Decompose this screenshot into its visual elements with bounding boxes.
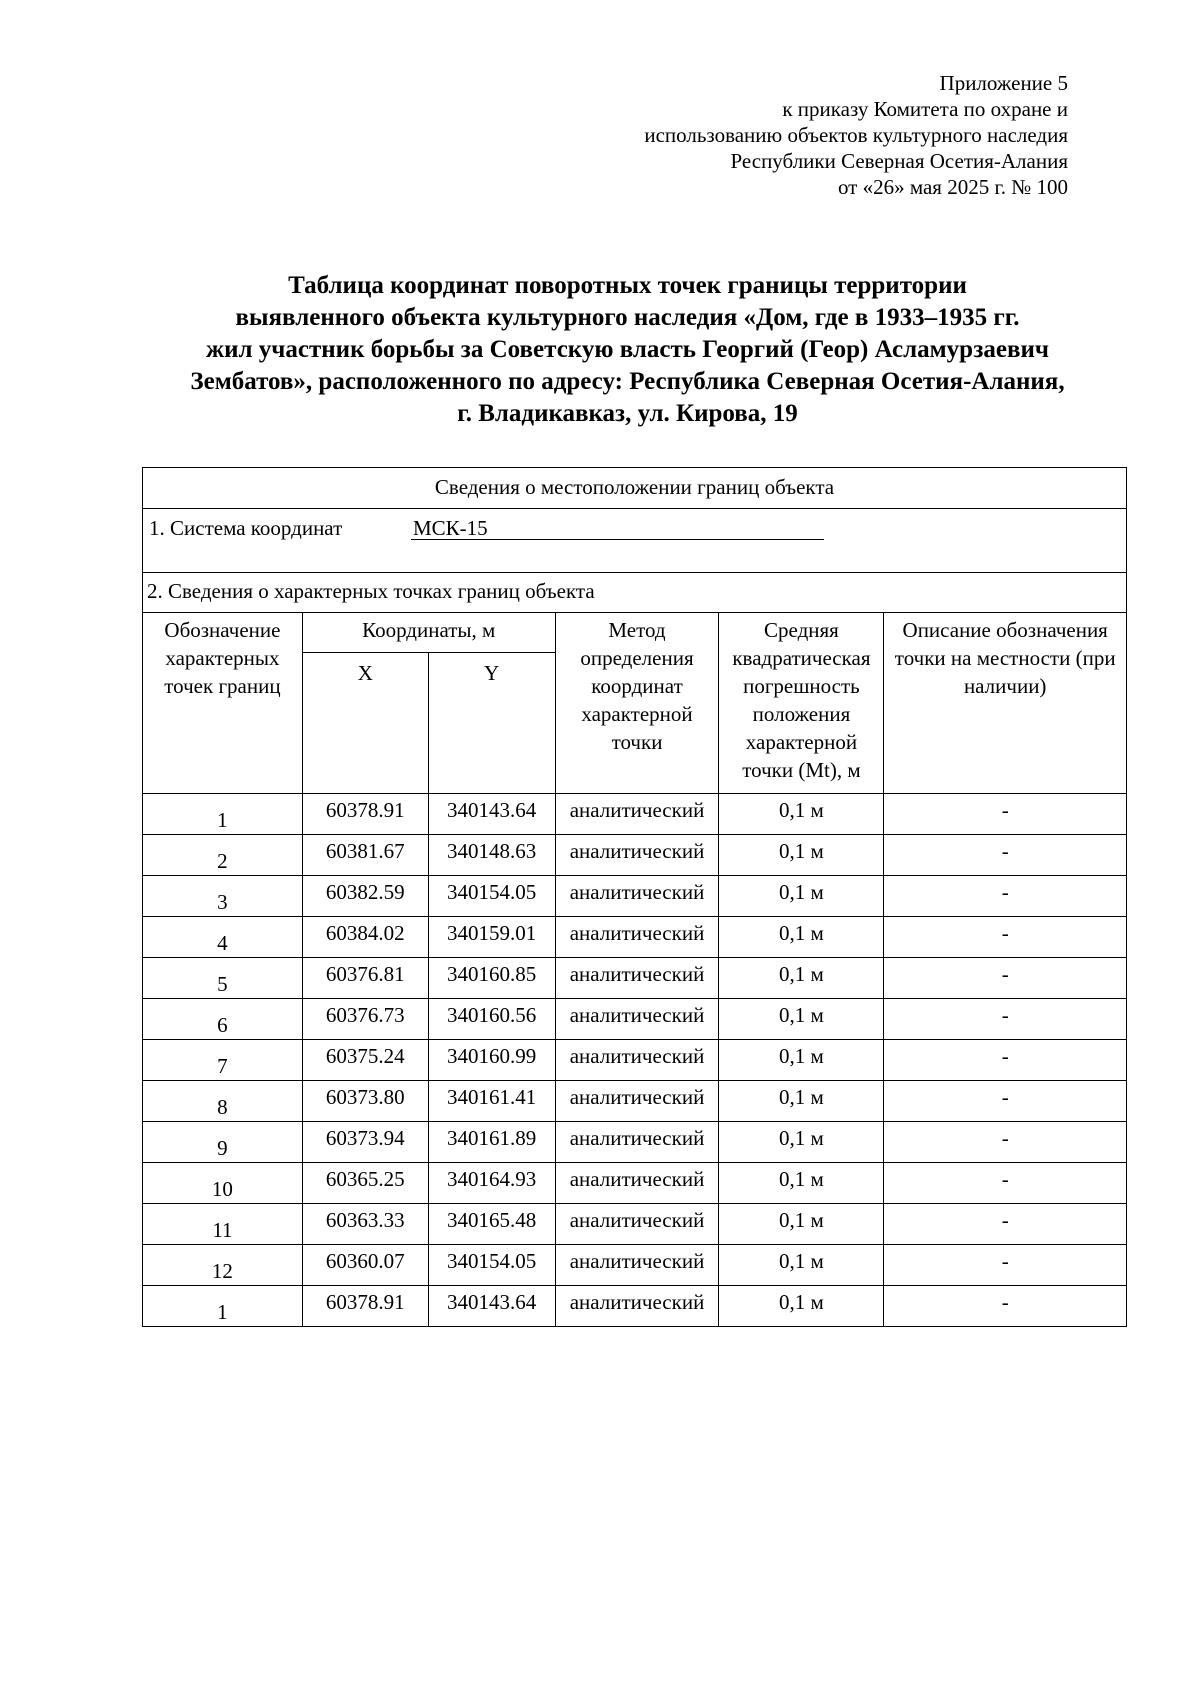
coord-system-cell [143, 509, 1127, 573]
x-coordinate: 60378.91 [302, 1286, 428, 1327]
table-row [143, 794, 1127, 835]
table-row [143, 999, 1127, 1040]
col-method: Метод определения координат характерной точки [555, 613, 719, 794]
point-number: 1 [143, 794, 303, 835]
x-coordinate: 60384.02 [302, 917, 428, 958]
col-x: X [302, 653, 428, 794]
appendix-line: Приложение 5 [939, 71, 1068, 95]
method: аналитический [555, 1204, 719, 1245]
error: 0,1 м [719, 1040, 884, 1081]
col-error: Средняя квадратическая погрешность положения характерной точки (Mt), м [719, 613, 884, 794]
col-coords: Координаты, м [302, 613, 555, 653]
method: аналитический [555, 999, 719, 1040]
method: аналитический [555, 1040, 719, 1081]
x-coordinate: 60378.91 [302, 794, 428, 835]
y-coordinate: 340165.48 [428, 1204, 555, 1245]
table-row [143, 1040, 1127, 1081]
description: - [884, 917, 1127, 958]
error: 0,1 м [719, 876, 884, 917]
appendix-line: использованию объектов культурного наследия [644, 123, 1068, 147]
x-coordinate: 60376.73 [302, 999, 428, 1040]
error: 0,1 м [719, 835, 884, 876]
error: 0,1 м [719, 1122, 884, 1163]
table-row [143, 876, 1127, 917]
method: аналитический [555, 794, 719, 835]
appendix-line: Республики Северная Осетия-Алания [730, 149, 1068, 173]
title-line: выявленного объекта культурного наследия «Дом, где в 1933–1935 гг. [235, 304, 1020, 331]
point-number: 6 [143, 999, 303, 1040]
y-coordinate: 340160.85 [428, 958, 555, 999]
x-coordinate: 60381.67 [302, 835, 428, 876]
point-number: 7 [143, 1040, 303, 1081]
y-coordinate: 340154.05 [428, 876, 555, 917]
method: аналитический [555, 835, 719, 876]
y-coordinate: 340159.01 [428, 917, 555, 958]
error: 0,1 м [719, 794, 884, 835]
method: аналитический [555, 1122, 719, 1163]
title-line: жил участник борьбы за Советскую власть Георгий (Геор) Асламурзаевич [205, 336, 1050, 363]
appendix-line: к приказу Комитета по охране и [782, 97, 1068, 121]
y-coordinate: 340160.56 [428, 999, 555, 1040]
description: - [884, 876, 1127, 917]
method: аналитический [555, 958, 719, 999]
x-coordinate: 60363.33 [302, 1204, 428, 1245]
table-row [143, 1286, 1127, 1327]
x-coordinate: 60373.80 [302, 1081, 428, 1122]
points-label: 2. Сведения о характерных точках границ объекта [143, 573, 1127, 613]
x-coordinate: 60382.59 [302, 876, 428, 917]
error: 0,1 м [719, 1163, 884, 1204]
description: - [884, 1286, 1127, 1327]
col-designation: Обозначение характерных точек границ [143, 613, 303, 794]
point-number: 2 [143, 835, 303, 876]
description: - [884, 794, 1127, 835]
table-row [143, 1245, 1127, 1286]
error: 0,1 м [719, 958, 884, 999]
point-number: 10 [143, 1163, 303, 1204]
appendix-header [644, 70, 1068, 200]
x-coordinate: 60365.25 [302, 1163, 428, 1204]
y-coordinate: 340154.05 [428, 1245, 555, 1286]
col-description: Описание обозначения точки на местности (при наличии) [884, 613, 1127, 794]
y-coordinate: 340148.63 [428, 835, 555, 876]
point-number: 12 [143, 1245, 303, 1286]
coord-system-value: МСК-15 [411, 517, 824, 540]
table-header: Сведения о местоположении границ объекта [143, 468, 1127, 509]
description: - [884, 958, 1127, 999]
error: 0,1 м [719, 1245, 884, 1286]
point-number: 8 [143, 1081, 303, 1122]
error: 0,1 м [719, 999, 884, 1040]
document-title [120, 270, 1135, 430]
method: аналитический [555, 1286, 719, 1327]
description: - [884, 999, 1127, 1040]
col-y: Y [428, 653, 555, 794]
error: 0,1 м [719, 1081, 884, 1122]
point-number: 4 [143, 917, 303, 958]
title-line: Таблица координат поворотных точек границы территории [288, 272, 967, 299]
point-number: 9 [143, 1122, 303, 1163]
description: - [884, 1163, 1127, 1204]
y-coordinate: 340161.89 [428, 1122, 555, 1163]
x-coordinate: 60376.81 [302, 958, 428, 999]
appendix-line: от «26» мая 2025 г. № 100 [837, 175, 1068, 199]
point-number: 1 [143, 1286, 303, 1327]
table-row [143, 917, 1127, 958]
method: аналитический [555, 1163, 719, 1204]
description: - [884, 1204, 1127, 1245]
error: 0,1 м [719, 917, 884, 958]
x-coordinate: 60373.94 [302, 1122, 428, 1163]
method: аналитический [555, 1245, 719, 1286]
y-coordinate: 340160.99 [428, 1040, 555, 1081]
method: аналитический [555, 917, 719, 958]
table-row [143, 835, 1127, 876]
point-number: 5 [143, 958, 303, 999]
point-number: 11 [143, 1204, 303, 1245]
error: 0,1 м [719, 1286, 884, 1327]
description: - [884, 1245, 1127, 1286]
x-coordinate: 60375.24 [302, 1040, 428, 1081]
error: 0,1 м [719, 1204, 884, 1245]
title-line: г. Владикавказ, ул. Кирова, 19 [457, 400, 798, 427]
x-coordinate: 60360.07 [302, 1245, 428, 1286]
method: аналитический [555, 1081, 719, 1122]
method: аналитический [555, 876, 719, 917]
description: - [884, 835, 1127, 876]
point-number: 3 [143, 876, 303, 917]
description: - [884, 1081, 1127, 1122]
description: - [884, 1040, 1127, 1081]
coord-system-label: 1. Система координат [149, 516, 343, 540]
title-line: Зембатов», расположенного по адресу: Республика Северная Осетия-Алания, [190, 368, 1065, 395]
y-coordinate: 340143.64 [428, 1286, 555, 1327]
table-row [143, 1081, 1127, 1122]
table-row [143, 1204, 1127, 1245]
table-row [143, 1163, 1127, 1204]
table-body [143, 794, 1127, 1327]
y-coordinate: 340164.93 [428, 1163, 555, 1204]
table-row [143, 958, 1127, 999]
y-coordinate: 340143.64 [428, 794, 555, 835]
coordinates-table [142, 467, 1127, 1327]
table-row [143, 1122, 1127, 1163]
y-coordinate: 340161.41 [428, 1081, 555, 1122]
description: - [884, 1122, 1127, 1163]
